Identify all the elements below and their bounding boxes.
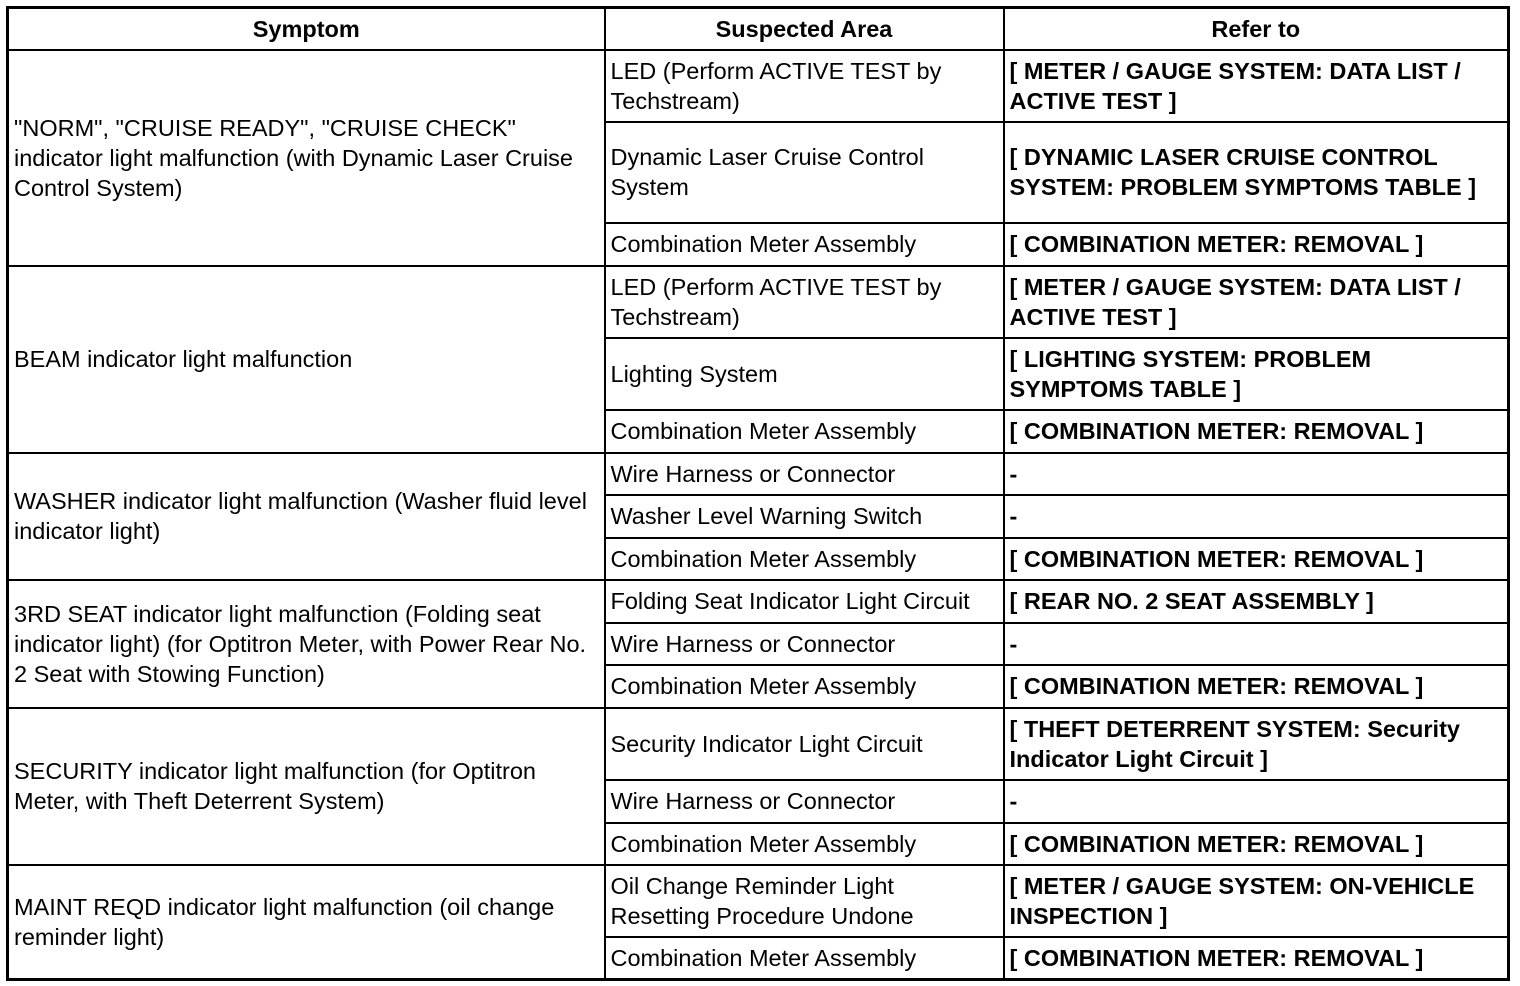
header-row [8, 8, 1509, 50]
refer-to-cell: [ COMBINATION METER: REMOVAL ] [1004, 223, 1509, 266]
header-refer-to: Refer to [1004, 8, 1509, 50]
refer-to-cell: [ COMBINATION METER: REMOVAL ] [1004, 538, 1509, 580]
refer-to-cell: [ COMBINATION METER: REMOVAL ] [1004, 823, 1509, 865]
suspected-area-cell: Wire Harness or Connector [605, 623, 1004, 665]
symptom-cell: MAINT REQD indicator light malfunction (oil change reminder light) [8, 865, 605, 980]
suspected-area-cell: Dynamic Laser Cruise Control System [605, 122, 1004, 223]
refer-to-cell: [ COMBINATION METER: REMOVAL ] [1004, 410, 1509, 453]
refer-to-cell: [ METER / GAUGE SYSTEM: DATA LIST / ACTIVE TEST ] [1004, 266, 1509, 338]
refer-to-cell: - [1004, 780, 1509, 823]
suspected-area-cell: Combination Meter Assembly [605, 937, 1004, 980]
suspected-area-cell: Washer Level Warning Switch [605, 495, 1004, 538]
table-row [8, 50, 1509, 122]
suspected-area-cell: Combination Meter Assembly [605, 223, 1004, 266]
refer-to-cell: [ DYNAMIC LASER CRUISE CONTROL SYSTEM: PROBLEM SYMPTOMS TABLE ] [1004, 122, 1509, 223]
symptom-cell: "NORM", "CRUISE READY", "CRUISE CHECK" indicator light malfunction (with Dynamic Laser Cruise Control System) [8, 50, 605, 266]
refer-to-cell: [ METER / GAUGE SYSTEM: ON-VEHICLE INSPECTION ] [1004, 865, 1509, 937]
symptom-cell: WASHER indicator light malfunction (Washer fluid level indicator light) [8, 453, 605, 580]
suspected-area-cell: Lighting System [605, 338, 1004, 410]
table-row [8, 453, 1509, 495]
symptom-cell: 3RD SEAT indicator light malfunction (Folding seat indicator light) (for Optitron Meter, with Power Rear No. 2 Seat with Stowing Function) [8, 580, 605, 708]
suspected-area-cell: LED (Perform ACTIVE TEST by Techstream) [605, 266, 1004, 338]
symptom-cell: BEAM indicator light malfunction [8, 266, 605, 453]
refer-to-cell: - [1004, 623, 1509, 665]
table-row [8, 865, 1509, 937]
header-symptom: Symptom [8, 8, 605, 50]
refer-to-cell: [ COMBINATION METER: REMOVAL ] [1004, 937, 1509, 980]
table-row [8, 266, 1509, 338]
symptom-cell: SECURITY indicator light malfunction (for Optitron Meter, with Theft Deterrent System) [8, 708, 605, 865]
suspected-area-cell: Security Indicator Light Circuit [605, 708, 1004, 780]
suspected-area-cell: Combination Meter Assembly [605, 538, 1004, 580]
refer-to-cell: [ METER / GAUGE SYSTEM: DATA LIST / ACTIVE TEST ] [1004, 50, 1509, 122]
suspected-area-cell: Wire Harness or Connector [605, 453, 1004, 495]
suspected-area-cell: Combination Meter Assembly [605, 410, 1004, 453]
suspected-area-cell: Oil Change Reminder Light Resetting Procedure Undone [605, 865, 1004, 937]
refer-to-cell: [ COMBINATION METER: REMOVAL ] [1004, 665, 1509, 708]
suspected-area-cell: LED (Perform ACTIVE TEST by Techstream) [605, 50, 1004, 122]
refer-to-cell: [ LIGHTING SYSTEM: PROBLEM SYMPTOMS TABLE ] [1004, 338, 1509, 410]
table-row [8, 708, 1509, 780]
suspected-area-cell: Folding Seat Indicator Light Circuit [605, 580, 1004, 623]
refer-to-cell: [ THEFT DETERRENT SYSTEM: Security Indicator Light Circuit ] [1004, 708, 1509, 780]
table-row [8, 580, 1509, 623]
suspected-area-cell: Combination Meter Assembly [605, 665, 1004, 708]
refer-to-cell: - [1004, 495, 1509, 538]
refer-to-cell: [ REAR NO. 2 SEAT ASSEMBLY ] [1004, 580, 1509, 623]
refer-to-cell: - [1004, 453, 1509, 495]
suspected-area-cell: Wire Harness or Connector [605, 780, 1004, 823]
problem-symptoms-table [6, 6, 1510, 981]
suspected-area-cell: Combination Meter Assembly [605, 823, 1004, 865]
header-suspected-area: Suspected Area [605, 8, 1004, 50]
